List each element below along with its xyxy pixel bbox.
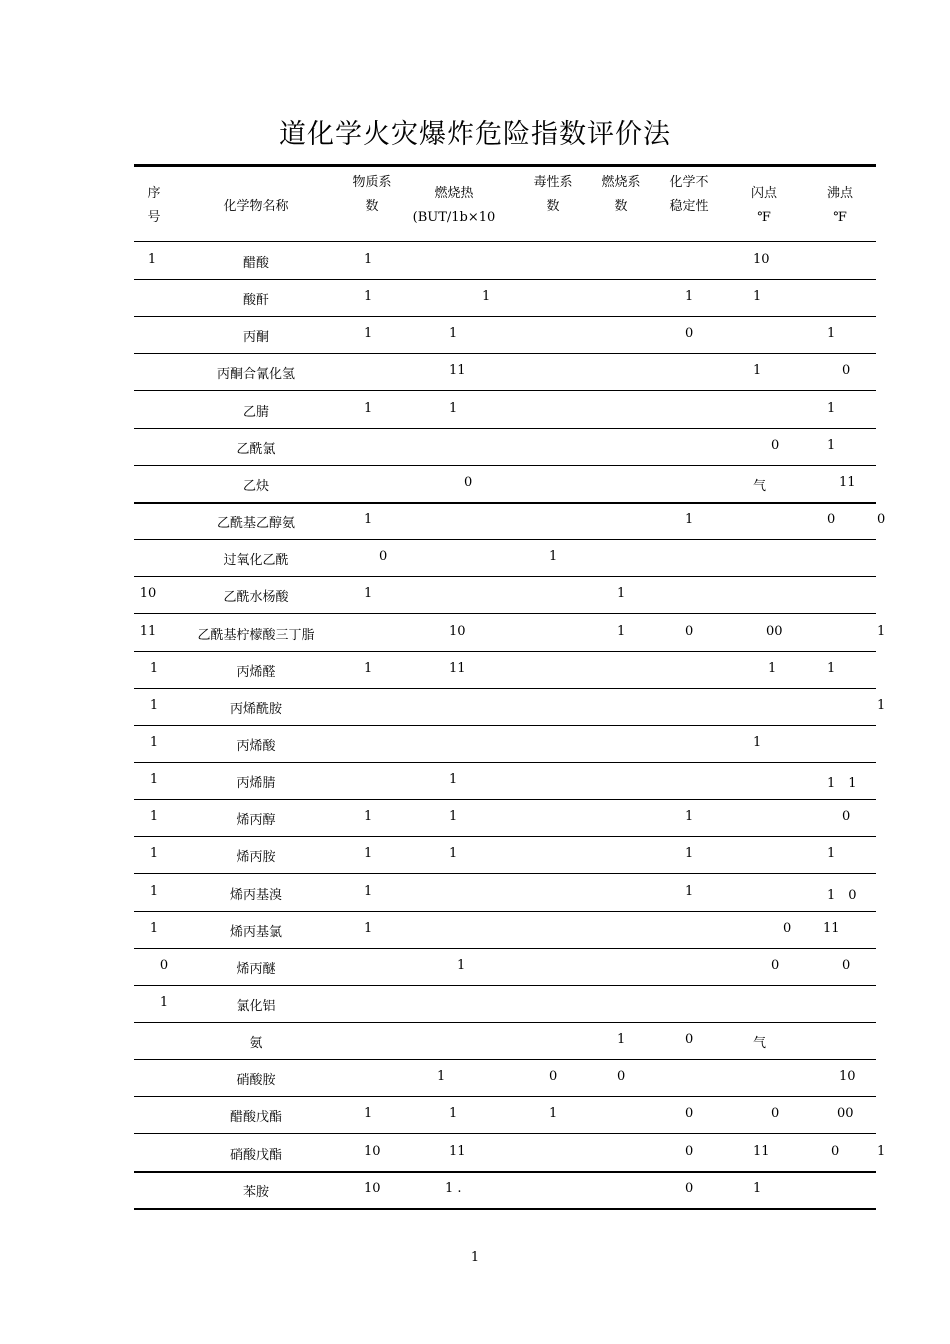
cell-material-factor: 1 [364, 289, 373, 305]
cell-flash-point: 1 [753, 1180, 762, 1196]
cell-name: 烯丙基溴 [229, 887, 282, 903]
cell-extra: 1 [877, 697, 886, 713]
header-flammability [591, 171, 651, 219]
table-row [134, 911, 876, 949]
cell-seq: 1 [149, 846, 159, 862]
cell-name: 硝酸胺 [236, 1073, 276, 1089]
cell-name: 烯丙胺 [236, 850, 276, 866]
cell-name: 硝酸戊酯 [229, 1147, 282, 1163]
header-material-factor-line2: 数 [365, 199, 379, 214]
cell-heat: 1 [457, 957, 466, 973]
cell-seq: 0 [159, 957, 169, 973]
cell-instability: 0 [685, 1143, 694, 1159]
table-header [134, 167, 876, 242]
table-row [134, 799, 876, 837]
cell-heat: 1 [482, 289, 491, 305]
page-number: 1 [470, 1250, 480, 1265]
header-flammability-line2: 数 [614, 199, 628, 214]
cell-heat: 1 . [445, 1180, 462, 1196]
table-row [134, 985, 876, 1023]
cell-seq: 1 [159, 995, 169, 1010]
header-boiling-point [810, 182, 870, 230]
cell-flash-point: 1 [753, 734, 762, 750]
cell-heat: 1 [449, 400, 458, 416]
cell-extra: 1 [877, 1143, 886, 1159]
cell-name: 烯丙醇 [236, 813, 276, 829]
header-heat-line1: 燃烧热 [434, 186, 474, 201]
cell-name: 乙酰基乙醇氨 [216, 516, 295, 532]
header-toxicity-line2: 数 [546, 199, 560, 214]
cell-heat: 1 [449, 772, 458, 788]
cell-name: 丙烯酸 [236, 738, 276, 754]
cell-flash-point: 1 [768, 660, 777, 676]
cell-extra: 1 [877, 623, 886, 639]
table-row [134, 874, 876, 912]
cell-instability: 0 [685, 1032, 694, 1048]
table-row [134, 688, 886, 726]
cell-material-factor: 0 [379, 549, 388, 565]
document-title: 道化学火灾爆炸危险指数评价法 [279, 119, 671, 150]
cell-heat: 10 [449, 623, 466, 639]
header-flash-point-line2: ℉ [757, 210, 771, 225]
cell-boiling-point: 1 [827, 660, 836, 676]
header-material-factor-line1: 物质系 [352, 175, 392, 190]
header-heat [412, 182, 496, 230]
cell-flash-point: 气 [753, 1036, 767, 1052]
cell-seq: 1 [149, 883, 159, 899]
cell-name: 过氧化乙酰 [223, 553, 289, 569]
cell-toxicity: 0 [549, 1069, 558, 1085]
cell-instability: 1 [685, 846, 694, 862]
header-instability-line1: 化学不 [669, 175, 709, 190]
cell-name: 丙酮合氰化氢 [216, 367, 295, 383]
cell-material-factor: 1 [364, 1106, 373, 1122]
header-boiling-point-line1: 沸点 [826, 186, 853, 201]
cell-instability: 1 [685, 809, 694, 825]
cell-name: 醋酸 [242, 256, 269, 271]
cell-material-factor: 1 [364, 512, 373, 528]
table-row [134, 391, 876, 429]
cell-instability: 1 [685, 512, 694, 528]
cell-flash-point: 0 [771, 1106, 780, 1122]
header-seq-line2: 号 [147, 210, 161, 225]
cell-instability: 0 [685, 1106, 694, 1122]
cell-heat: 11 [449, 660, 466, 676]
cell-name: 乙酰基柠檬酸三丁脂 [197, 627, 315, 643]
header-flash-point [734, 182, 794, 230]
cell-flash-point: 气 [753, 478, 767, 494]
header-boiling-point-line2: ℉ [833, 210, 847, 225]
cell-name: 烯丙基氯 [229, 924, 282, 940]
table-row [134, 836, 876, 874]
cell-boiling-point: 1 1 [827, 776, 857, 792]
header-flash-point-line1: 闪点 [750, 186, 777, 201]
header-instability-line2: 稳定性 [669, 199, 709, 214]
table-row [134, 353, 876, 391]
table-row [134, 1134, 886, 1173]
cell-name: 丙烯醛 [236, 664, 276, 680]
cell-heat: 1 [449, 846, 458, 862]
cell-material-factor: 1 [364, 400, 373, 416]
cell-instability: 0 [685, 326, 694, 342]
cell-flammability: 0 [617, 1069, 626, 1085]
cell-material-factor: 1 [364, 809, 373, 825]
cell-material-factor: 1 [364, 252, 373, 267]
cell-heat: 1 [449, 809, 458, 825]
cell-extra: 0 [877, 512, 886, 528]
header-heat-line2: (BUT/1b×10 [412, 210, 496, 225]
cell-boiling-point: 0 [831, 1143, 840, 1159]
header-toxicity-line1: 毒性系 [533, 175, 573, 190]
cell-name: 乙腈 [242, 404, 269, 420]
cell-seq: 1 [149, 660, 159, 676]
cell-instability: 1 [685, 883, 694, 899]
cell-material-factor: 1 [364, 586, 373, 602]
cell-name: 乙炔 [242, 478, 269, 494]
cell-boiling-point: 0 [827, 512, 836, 528]
cell-heat: 0 [464, 474, 473, 490]
table-row [134, 465, 876, 504]
cell-name: 氨 [249, 1036, 263, 1052]
cell-toxicity: 1 [549, 549, 558, 565]
table-row [134, 242, 876, 280]
table-row [134, 428, 876, 466]
cell-heat: 1 [449, 1106, 458, 1122]
header-instability [659, 171, 719, 219]
cell-material-factor: 1 [364, 846, 373, 862]
header-seq [142, 182, 166, 230]
cell-flammability: 1 [617, 586, 626, 602]
table-row [134, 614, 886, 652]
cell-name: 乙酰水杨酸 [223, 590, 289, 606]
cell-heat: 11 [449, 363, 466, 379]
cell-seq: 1 [149, 920, 159, 936]
table-row [134, 762, 876, 800]
cell-boiling-point: 0 [842, 809, 851, 825]
cell-boiling-point: 11 [839, 474, 856, 490]
table-row [134, 539, 876, 577]
header-material-factor [342, 171, 402, 219]
table-row [134, 279, 876, 317]
cell-name: 丙烯腈 [236, 776, 276, 792]
cell-flash-point: 0 [783, 920, 792, 936]
cell-flash-point: 1 [753, 289, 762, 305]
cell-seq: 10 [139, 586, 157, 602]
cell-name: 氯化铝 [236, 999, 276, 1014]
header-toxicity [523, 171, 583, 219]
cell-name: 乙酰氯 [236, 441, 276, 457]
cell-flash-point: 11 [753, 1143, 770, 1159]
header-name: 化学物名称 [223, 199, 289, 214]
cell-seq: 1 [147, 252, 157, 267]
cell-heat: 1 [449, 326, 458, 342]
cell-instability: 0 [685, 623, 694, 639]
cell-flash-point: 10 [753, 252, 770, 267]
header-flammability-line1: 燃烧系 [601, 175, 641, 190]
cell-boiling-point: 0 [842, 957, 851, 973]
cell-instability: 0 [685, 1180, 694, 1196]
table-row [134, 576, 876, 614]
cell-toxicity: 1 [549, 1106, 558, 1122]
cell-boiling-point: 11 [823, 920, 840, 936]
header-seq-line1: 序 [147, 186, 161, 201]
cell-boiling-point: 1 [827, 326, 836, 342]
cell-material-factor: 10 [364, 1143, 381, 1159]
cell-material-factor: 10 [364, 1180, 381, 1196]
cell-seq: 1 [149, 734, 159, 750]
cell-material-factor: 1 [364, 920, 373, 936]
cell-boiling-point: 1 [827, 437, 836, 453]
cell-name: 丙酮 [242, 330, 269, 346]
cell-boiling-point: 1 [827, 846, 836, 862]
cell-flash-point: 0 [771, 437, 780, 453]
cell-flammability: 1 [617, 623, 626, 639]
cell-boiling-point: 0 [842, 363, 851, 379]
cell-boiling-point: 1 0 [827, 887, 857, 903]
table-row [134, 1022, 876, 1060]
cell-flammability: 1 [617, 1032, 626, 1048]
cell-flash-point: 00 [766, 623, 783, 639]
cell-material-factor: 1 [364, 660, 373, 676]
table-row [134, 1096, 876, 1134]
cell-heat: 11 [449, 1143, 466, 1159]
cell-boiling-point: 10 [839, 1069, 856, 1085]
cell-boiling-point: 00 [837, 1106, 854, 1122]
table-row [134, 725, 876, 763]
cell-name: 酸酐 [242, 293, 269, 309]
cell-heat: 1 [437, 1069, 446, 1085]
table-row [134, 1059, 876, 1097]
table-row [134, 948, 876, 986]
cell-name: 烯丙醚 [236, 961, 276, 977]
table-row [134, 316, 876, 354]
cell-name: 丙烯酰胺 [229, 701, 282, 717]
cell-flash-point: 1 [753, 363, 762, 379]
table-row [134, 1171, 876, 1210]
table-row [134, 651, 876, 689]
cell-seq: 11 [139, 623, 157, 639]
table-row [134, 502, 886, 540]
cell-boiling-point: 1 [827, 400, 836, 416]
cell-seq: 1 [149, 697, 159, 713]
cell-seq: 1 [149, 809, 159, 825]
cell-instability: 1 [685, 289, 694, 305]
cell-flash-point: 0 [771, 957, 780, 973]
cell-name: 醋酸戊酯 [229, 1110, 282, 1126]
cell-name: 苯胺 [242, 1184, 269, 1200]
cell-material-factor: 1 [364, 883, 373, 899]
cell-material-factor: 1 [364, 326, 373, 342]
cell-seq: 1 [149, 772, 159, 788]
